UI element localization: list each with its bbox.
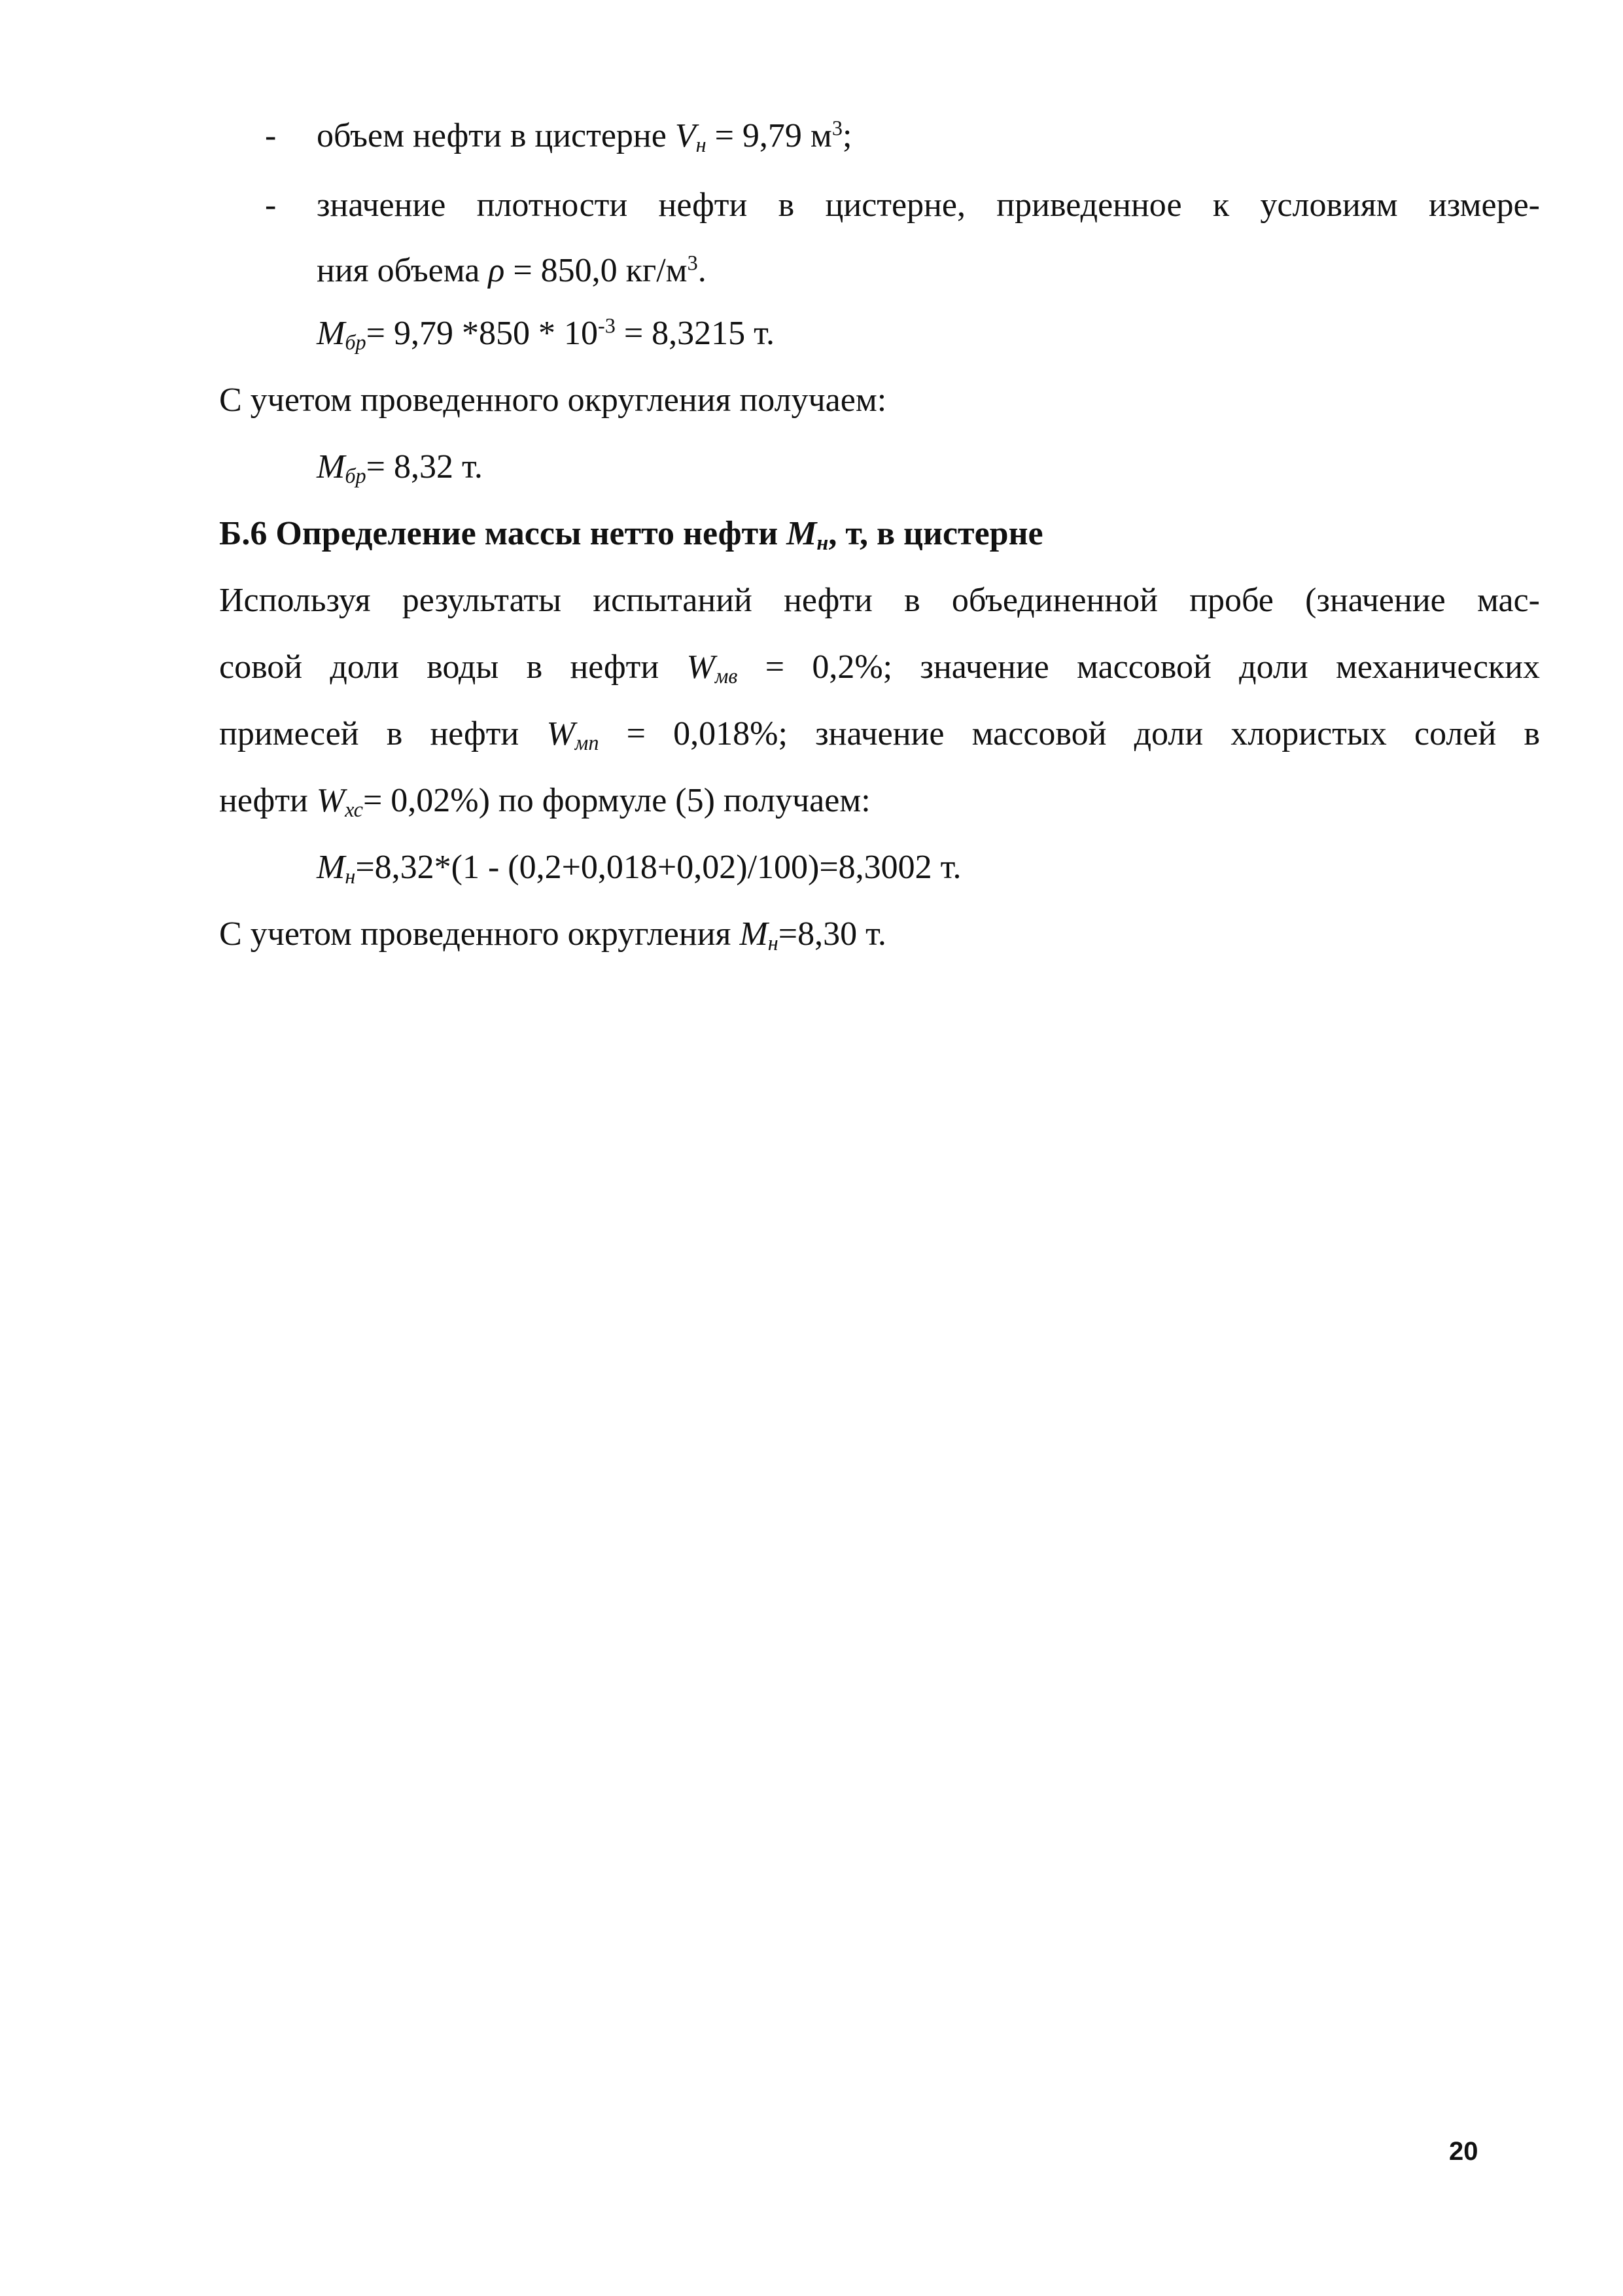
paragraph-line-4: нефти $W_{хс}= 0,02\%$) по формуле (5) получаем: [219, 782, 871, 822]
section-heading: Б.6 Определение массы нетто нефти $M_н$, т, в цистерне [219, 515, 1043, 555]
bullet-dash: - [265, 117, 277, 154]
rounding-result: С учетом проведенного округления $M_н=8,30$ т. [219, 915, 886, 955]
rounding-text: С учетом проведенного округления получаем: [219, 381, 887, 419]
paragraph-line-1: Используя результаты испытаний нефти в объединенной пробе (значение мас- [219, 582, 1540, 619]
bullet-oil-density-line1: значение плотности нефти в цистерне, приведенное к условиям измере- [317, 186, 1540, 224]
bullet-oil-volume: объем нефти в цистерне $V_н = 9,79$ $м^3$; [317, 116, 852, 157]
page-number: 20 [1449, 2137, 1478, 2166]
paragraph-line-2: совой доли воды в нефти $W_{мв} = 0,2\%$; значение массовой доли механических [219, 648, 1541, 688]
formula-gross-mass-rounded: $M_{бр}= 8,32$ т. [317, 448, 483, 488]
bullet-dash: - [265, 186, 277, 224]
formula-net-mass: $M_н=8,32*(1 - (0,2+0,018+0,02)/100)=8,3002$ т. [317, 849, 962, 889]
paragraph-line-3: примесей в нефти $W_{мп} = 0,018\%$; значение массовой доли хлористых солей в [219, 715, 1541, 755]
formula-gross-mass: $M_{бр}= 9,79$ $*850 * 10^{-3} = 8,3215$ т. [317, 313, 775, 355]
bullet-oil-density-line2: ния объема ρ = 850,0 $кг/м^3$. [317, 251, 707, 289]
